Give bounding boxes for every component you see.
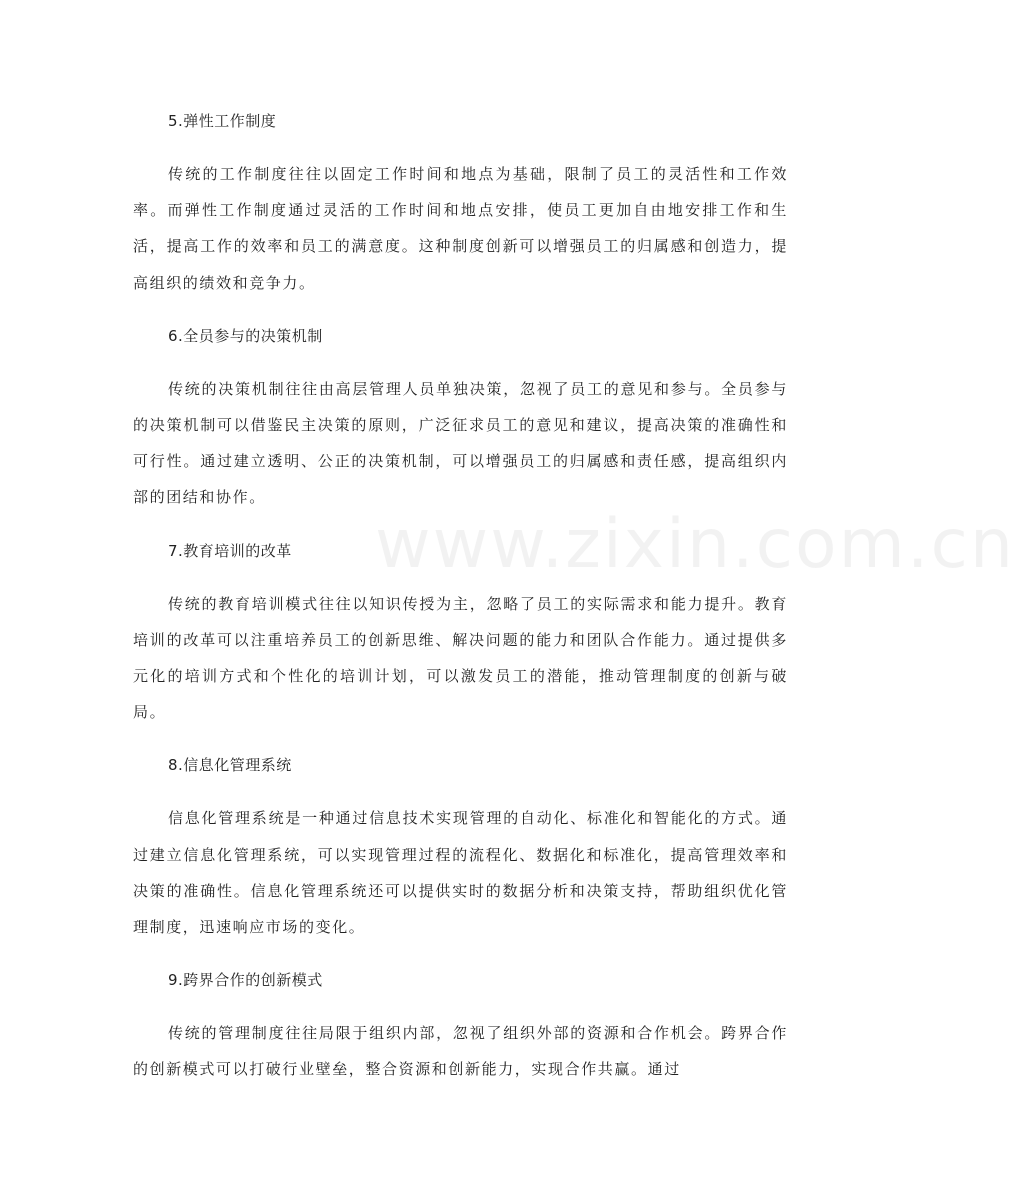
watermark: www.zixin.com.cn xyxy=(375,505,1015,584)
section-paragraph-8: 信息化管理系统是一种通过信息技术实现管理的自动化、标准化和智能化的方式。通过建立信息化管理系统，可以实现管理过程的流程化、数据化和标准化，提高管理效率和决策的准确性。信息化管理系统还可以提供实时的数据分析和决策支持，帮助组织优化管理制度，迅速响应市场的变化。 xyxy=(133,809,788,937)
section-paragraph-7: 传统的教育培训模式往往以知识传授为主，忽略了员工的实际需求和能力提升。教育培训的改革可以注重培养员工的创新思维、解决问题的能力和团队合作能力。通过提供多元化的培训方式和个性化的培训计划，可以激发员工的潜能，推动管理制度的创新与破局。 xyxy=(133,594,788,722)
document-body xyxy=(133,103,788,1105)
section-heading-5: 5.弹性工作制度 xyxy=(168,112,277,130)
section-heading-7: 7.教育培训的改革 xyxy=(168,541,292,560)
section-heading-8: 8.信息化管理系统 xyxy=(168,756,292,775)
section-paragraph-5: 传统的工作制度往往以固定工作时间和地点为基础，限制了员工的灵活性和工作效率。而弹性工作制度通过灵活的工作时间和地点安排，使员工更加自由地安排工作和生活，提高工作的效率和员工的满意度。这种制度创新可以增强员工的归属感和创造力，提高组织的绩效和竞争力。 xyxy=(133,165,788,292)
section-heading-9: 9.跨界合作的创新模式 xyxy=(168,971,323,990)
section-heading-6: 6.全员参与的决策机制 xyxy=(168,326,323,345)
section-paragraph-6: 传统的决策机制往往由高层管理人员单独决策，忽视了员工的意见和参与。全员参与的决策机制可以借鉴民主决策的原则，广泛征求员工的意见和建议，提高决策的准确性和可行性。通过建立透明、公正的决策机制，可以增强员工的归属感和责任感，提高组织内部的团结和协作。 xyxy=(133,379,788,507)
section-paragraph-9: 传统的管理制度往往局限于组织内部，忽视了组织外部的资源和合作机会。跨界合作的创新模式可以打破行业壁垒，整合资源和创新能力，实现合作共赢。通过 xyxy=(133,1024,788,1079)
